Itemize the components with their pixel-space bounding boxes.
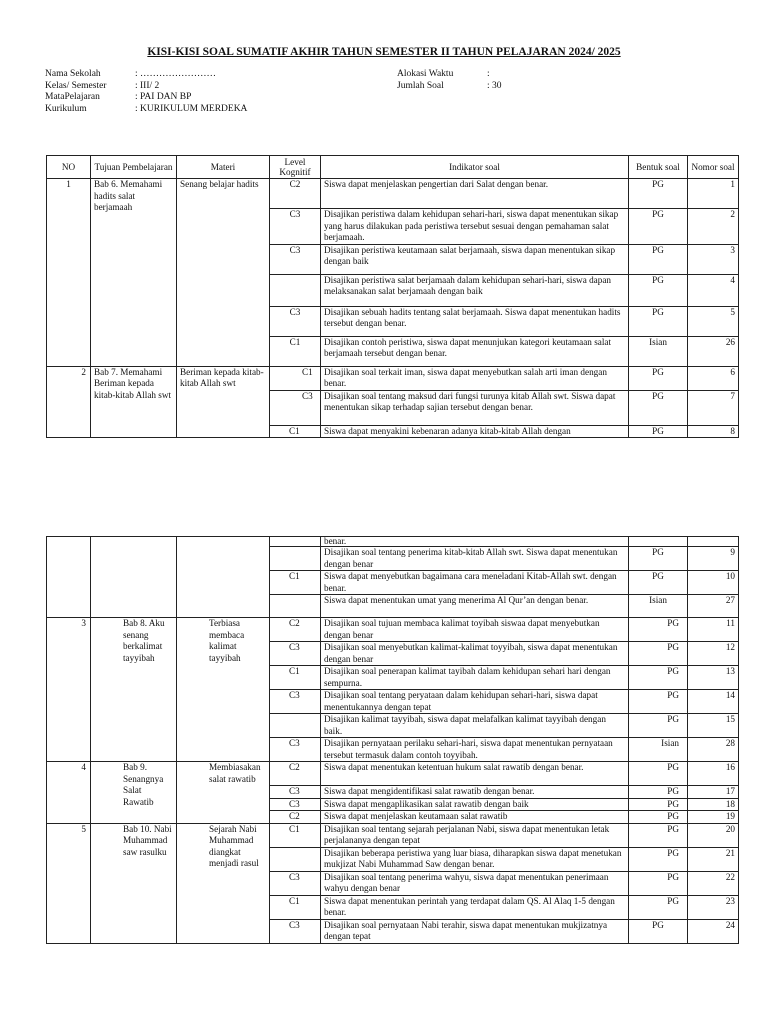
row-indikator: Disajikan soal terkait iman, siswa dapat menyebutkan salah arti iman dengan benar. bbox=[321, 366, 629, 390]
row-tujuan bbox=[91, 537, 177, 618]
page-title: KISI-KISI SOAL SUMATIF AKHIR TAHUN SEMESTER II TAHUN PELAJARAN 2024/ 2025 bbox=[147, 46, 621, 58]
row-bentuk: PG bbox=[629, 811, 688, 824]
info-label: Kelas/ Semester bbox=[45, 80, 107, 91]
row-materi bbox=[177, 537, 270, 618]
row-level: C1 bbox=[270, 425, 321, 438]
row-nomor: 4 bbox=[688, 274, 739, 306]
info-value: : KURIKULUM MERDEKA bbox=[135, 103, 248, 114]
info-label: MataPelajaran bbox=[45, 92, 100, 103]
row-bentuk: PG bbox=[629, 366, 688, 390]
row-level: C1 bbox=[270, 666, 321, 690]
row-level: C1 bbox=[270, 571, 321, 595]
row-indikator: Disajikan soal penerapan kalimat tayibah dalam kehidupan sehari hari dengan sempurna. bbox=[321, 666, 629, 690]
table-header-row bbox=[47, 156, 739, 179]
row-no: 2 bbox=[47, 366, 91, 438]
row-indikator: Disajikan soal tentang sejarah perjalanan Nabi, siswa dapat menentukan letak perjalananya dengan tepat bbox=[321, 823, 629, 847]
row-level: C3 bbox=[270, 244, 321, 274]
row-nomor: 24 bbox=[688, 919, 739, 943]
row-nomor: 27 bbox=[688, 595, 739, 618]
row-nomor: 13 bbox=[688, 666, 739, 690]
row-level bbox=[270, 274, 321, 306]
row-nomor: 10 bbox=[688, 571, 739, 595]
header-indikator: Indikator soal bbox=[321, 156, 629, 179]
table-row bbox=[47, 618, 739, 642]
row-materi: Terbiasa membaca kalimat tayyibah bbox=[177, 618, 270, 762]
row-level: C3 bbox=[270, 390, 321, 425]
row-no: 3 bbox=[47, 618, 91, 762]
row-nomor: 11 bbox=[688, 618, 739, 642]
row-level: C2 bbox=[270, 179, 321, 209]
row-bentuk: PG bbox=[629, 618, 688, 642]
row-indikator: Disajikan beberapa peristiwa yang luar biasa, diharapkan siswa dapat menetukan mukjizat Nabi Muhammad Saw dengan benar. bbox=[321, 847, 629, 871]
table-row bbox=[47, 366, 739, 390]
row-tujuan: Bab 9. Senangnya Salat Rawatib bbox=[91, 762, 177, 824]
row-indikator: Disajikan pernyataan perilaku sehari-hari, siswa dapat menentukan pernyataan tersebut termasuk dalam contoh toyyibah. bbox=[321, 738, 629, 762]
row-level: C1 bbox=[270, 336, 321, 366]
row-nomor: 28 bbox=[688, 738, 739, 762]
row-bentuk: PG bbox=[629, 919, 688, 943]
row-level: C1 bbox=[270, 366, 321, 390]
row-nomor: 5 bbox=[688, 306, 739, 336]
row-level: C3 bbox=[270, 690, 321, 714]
info-value: : bbox=[487, 69, 490, 79]
row-materi: Sejarah Nabi Muhammad diangkat menjadi rasul bbox=[177, 823, 270, 943]
row-bentuk: Isian bbox=[629, 595, 688, 618]
row-materi: Senang belajar hadits bbox=[177, 179, 270, 367]
header-bentuk: Bentuk soal bbox=[629, 156, 688, 179]
row-bentuk: PG bbox=[629, 642, 688, 666]
row-level: C3 bbox=[270, 642, 321, 666]
row-indikator: Siswa dapat menentukan perintah yang terdapat dalam QS. Al Alaq 1-5 dengan benar. bbox=[321, 895, 629, 919]
row-bentuk: PG bbox=[629, 571, 688, 595]
row-bentuk: PG bbox=[629, 786, 688, 799]
info-value: : …………………… bbox=[135, 69, 217, 79]
info-label: Jumlah Soal bbox=[397, 80, 444, 91]
row-no: 1 bbox=[47, 179, 91, 367]
row-bentuk: PG bbox=[629, 895, 688, 919]
row-bentuk: PG bbox=[629, 762, 688, 786]
row-level: C3 bbox=[270, 306, 321, 336]
row-bentuk: PG bbox=[629, 798, 688, 811]
row-nomor: 15 bbox=[688, 714, 739, 738]
header-no: NO bbox=[47, 156, 91, 179]
row-level: C3 bbox=[270, 786, 321, 799]
row-bentuk: PG bbox=[629, 390, 688, 425]
row-indikator: Disajikan soal tujuan membaca kalimat toyibah siswaa dapat menyebutkan dengan benar bbox=[321, 618, 629, 642]
row-nomor: 21 bbox=[688, 847, 739, 871]
header-level: Level Kognitif bbox=[270, 156, 321, 179]
row-indikator: Disajikan soal pernyataan Nabi terahir, siswa dapat menentukan mukjizatnya dengan tepat bbox=[321, 919, 629, 943]
row-indikator: Siswa dapat menentukan ketentuan hukum salat rawatib dengan benar. bbox=[321, 762, 629, 786]
header-tujuan: Tujuan Pembelajaran bbox=[91, 156, 177, 179]
row-nomor: 8 bbox=[688, 425, 739, 438]
row-level bbox=[270, 714, 321, 738]
row-indikator: Disajikan sebuah hadits tentang salat berjamaah. Siswa dapat menentukan hadits tersebut dengan benar. bbox=[321, 306, 629, 336]
row-bentuk: PG bbox=[629, 306, 688, 336]
row-indikator: Siswa dapat menentukan umat yang menerima Al Qur’an dengan benar. bbox=[321, 595, 629, 618]
row-nomor: 1 bbox=[688, 179, 739, 209]
row-nomor: 26 bbox=[688, 336, 739, 366]
row-indikator: Disajikan peristiwa keutamaan salat berjamaah, siswa dapan menentukan sikap dengan baik bbox=[321, 244, 629, 274]
row-level bbox=[270, 547, 321, 571]
row-indikator: Siswa dapat mengaplikasikan salat rawatib dengan baik bbox=[321, 798, 629, 811]
row-bentuk: PG bbox=[629, 209, 688, 245]
row-indikator: Disajikan peristiwa salat berjamaah dalam kehidupan sehari-hari, siswa dapan melaksanakan salat berjamaah dengan baik bbox=[321, 274, 629, 306]
row-level: C2 bbox=[270, 811, 321, 824]
info-value: : III/ 2 bbox=[135, 80, 160, 91]
row-indikator: Siswa dapat menyebutkan bagaimana cara meneladani Kitab-Allah swt. dengan benar. bbox=[321, 571, 629, 595]
row-nomor bbox=[688, 537, 739, 547]
row-level: C3 bbox=[270, 738, 321, 762]
row-indikator: Disajikan peristiwa dalam kehidupan sehari-hari, siswa dapat menentukan sikap yang harus dilakukan pada peristiwa tersebut sesuai dengan pemahaman salat berjamaah. bbox=[321, 209, 629, 245]
row-nomor: 3 bbox=[688, 244, 739, 274]
row-indikator: Disajikan soal tentang peryataan dalam kehidupan sehari-hari, siswa dapat menentukannya dengan tepat bbox=[321, 690, 629, 714]
row-indikator: Disajikan soal menyebutkan kalimat-kalimat toyyibah, siswa dapat menentukan dengan benar bbox=[321, 642, 629, 666]
row-bentuk: PG bbox=[629, 847, 688, 871]
row-level: C2 bbox=[270, 618, 321, 642]
row-nomor: 17 bbox=[688, 786, 739, 799]
row-bentuk bbox=[629, 537, 688, 547]
row-nomor: 18 bbox=[688, 798, 739, 811]
info-left bbox=[45, 69, 247, 115]
row-no bbox=[47, 537, 91, 618]
header-nomor: Nomor soal bbox=[688, 156, 739, 179]
row-bentuk: PG bbox=[629, 823, 688, 847]
row-nomor: 2 bbox=[688, 209, 739, 245]
row-bentuk: PG bbox=[629, 714, 688, 738]
row-indikator: Disajikan kalimat tayyibah, siswa dapat melafalkan kalimat tayyibah dengan baik. bbox=[321, 714, 629, 738]
row-level: C3 bbox=[270, 871, 321, 895]
row-level bbox=[270, 847, 321, 871]
row-bentuk: PG bbox=[629, 666, 688, 690]
row-materi: Beriman kepada kitab-kitab Allah swt bbox=[177, 366, 270, 438]
row-bentuk: Isian bbox=[629, 738, 688, 762]
row-no: 5 bbox=[47, 823, 91, 943]
kisi-table-page1 bbox=[46, 155, 739, 438]
row-indikator: Disajikan soal tentang penerima kitab-kitab Allah swt. Siswa dapat menentukan dengan benar bbox=[321, 547, 629, 571]
row-tujuan: Bab 8. Aku senang berkalimat tayyibah bbox=[91, 618, 177, 762]
row-level bbox=[270, 537, 321, 547]
row-nomor: 9 bbox=[688, 547, 739, 571]
row-level: C3 bbox=[270, 209, 321, 245]
row-materi: Membiasakan salat rawatib bbox=[177, 762, 270, 824]
row-indikator: Disajikan soal tentang penerima wahyu, siswa dapat menentukan penerimaan wahyu dengan benar bbox=[321, 871, 629, 895]
row-bentuk: PG bbox=[629, 690, 688, 714]
row-indikator: Siswa dapat menyakini kebenaran adanya kitab-kitab Allah dengan bbox=[321, 425, 629, 438]
row-indikator: Siswa dapat menjelaskan pengertian dari Salat dengan benar. bbox=[321, 179, 629, 209]
row-bentuk: PG bbox=[629, 179, 688, 209]
table-row bbox=[47, 823, 739, 847]
row-level: C3 bbox=[270, 919, 321, 943]
row-tujuan: Bab 10. Nabi Muhammad saw rasulku bbox=[91, 823, 177, 943]
table-row bbox=[47, 762, 739, 786]
row-level: C3 bbox=[270, 798, 321, 811]
info-value: : PAI DAN BP bbox=[135, 92, 192, 103]
info-label: Kurikulum bbox=[45, 103, 87, 114]
row-level bbox=[270, 595, 321, 618]
row-nomor: 7 bbox=[688, 390, 739, 425]
row-nomor: 23 bbox=[688, 895, 739, 919]
row-bentuk: PG bbox=[629, 547, 688, 571]
row-indikator: Siswa dapat mengidentifikasi salat rawatib dengan benar. bbox=[321, 786, 629, 799]
row-tujuan: Bab 7. Memahami Beriman kepada kitab-kitab Allah swt bbox=[91, 366, 177, 438]
row-nomor: 20 bbox=[688, 823, 739, 847]
info-label: Alokasi Waktu bbox=[397, 69, 454, 79]
row-bentuk: Isian bbox=[629, 336, 688, 366]
row-indikator: benar. bbox=[321, 537, 629, 547]
kisi-table-page2 bbox=[46, 536, 739, 944]
row-indikator: Disajikan contoh peristiwa, siswa dapat menunjukan kategori keutamaan salat berjamaah tersebut dengan benar. bbox=[321, 336, 629, 366]
info-value: : 30 bbox=[487, 80, 502, 91]
row-bentuk: PG bbox=[629, 425, 688, 438]
row-indikator: Disajikan soal tentang maksud dari fungsi turunya kitab Allah swt. Siswa dapat menentukan sikap terhadap sajian tersebut dengan benar. bbox=[321, 390, 629, 425]
info-right bbox=[397, 69, 502, 92]
header-materi: Materi bbox=[177, 156, 270, 179]
info-label: Nama Sekolah bbox=[45, 69, 101, 79]
row-bentuk: PG bbox=[629, 871, 688, 895]
table-row bbox=[47, 179, 739, 209]
row-bentuk: PG bbox=[629, 274, 688, 306]
row-nomor: 19 bbox=[688, 811, 739, 824]
row-level: C1 bbox=[270, 823, 321, 847]
row-tujuan: Bab 6. Memahami hadits salat berjamaah bbox=[91, 179, 177, 367]
row-nomor: 22 bbox=[688, 871, 739, 895]
row-nomor: 12 bbox=[688, 642, 739, 666]
row-nomor: 6 bbox=[688, 366, 739, 390]
row-nomor: 14 bbox=[688, 690, 739, 714]
row-indikator: Siswa dapat menjelaskan keutamaan salat rawatib bbox=[321, 811, 629, 824]
table-row bbox=[47, 537, 739, 547]
row-level: C2 bbox=[270, 762, 321, 786]
row-level: C1 bbox=[270, 895, 321, 919]
row-no: 4 bbox=[47, 762, 91, 824]
row-nomor: 16 bbox=[688, 762, 739, 786]
row-bentuk: PG bbox=[629, 244, 688, 274]
